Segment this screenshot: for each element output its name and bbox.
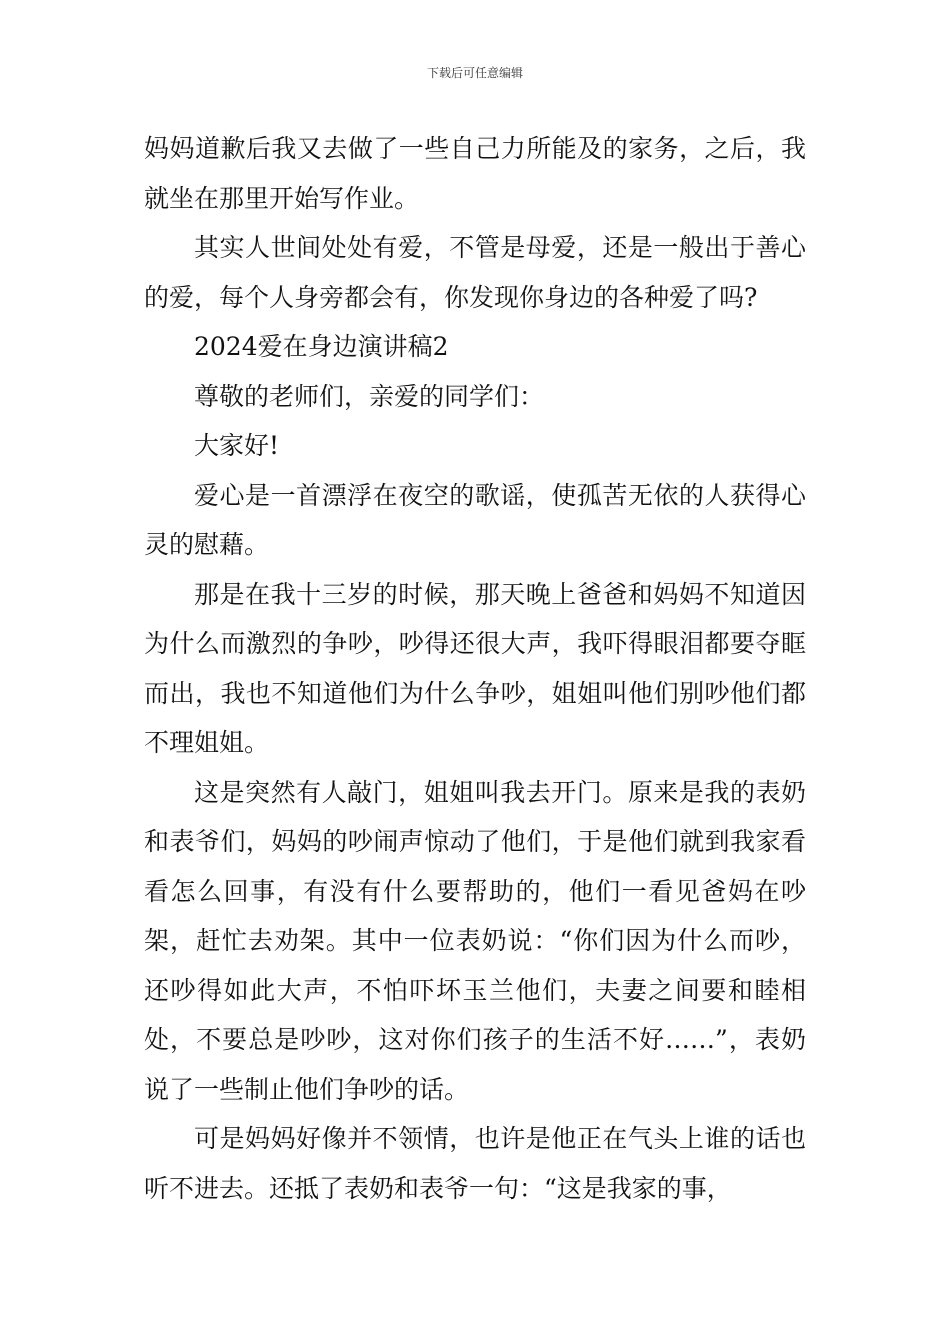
paragraph-mother: 可是妈妈好像并不领情，也许是他正在气头上谁的话也听不进去。还抵了表奶和表爷一句：“这是我家的事， <box>144 1124 806 1203</box>
document-body <box>144 124 806 1213</box>
speech-title: 2024爱在身边演讲稿2 <box>194 332 449 361</box>
paragraph-love-song: 爱心是一首漂浮在夜空的歌谣，使孤苦无依的人获得心灵的慰藉。 <box>144 480 806 559</box>
paragraph-greeting: 尊敬的老师们，亲爱的同学们： <box>194 381 545 411</box>
paragraph-love-everywhere: 其实人世间处处有爱，不管是母爱，还是一般出于善心的爱，每个人身旁都会有，你发现你身边的各种爱了吗? <box>144 233 806 312</box>
paragraph-thirteen: 那是在我十三岁的时候，那天晚上爸爸和妈妈不知道因为什么而激烈的争吵，吵得还很大声，我吓得眼泪都要夺眶而出，我也不知道他们为什么争吵，姐姐叫他们别吵他们都不理姐姐。 <box>144 579 806 757</box>
paragraph-continuation: 妈妈道歉后我又去做了一些自己力所能及的家务，之后，我就坐在那里开始写作业。 <box>144 134 806 213</box>
paragraph-hello: 大家好! <box>194 431 280 460</box>
page-header: 下载后可任意编辑 <box>426 66 523 80</box>
paragraph-knock: 这是突然有人敲门，姐姐叫我去开门。原来是我的表奶和表爷们，妈妈的吵闹声惊动了他们，于是他们就到我家看看怎么回事，有没有什么要帮助的，他们一看见爸妈在吵架，赶忙去劝架。其中一位表奶说：“你们因为什么而吵，还吵得如此大声，不怕吓坏玉兰他们，夫妻之间要和睦相处，不要总是吵吵，这对你们孩子的生活不好……”，表奶说了一些制止他们争吵的话。 <box>144 777 806 1104</box>
